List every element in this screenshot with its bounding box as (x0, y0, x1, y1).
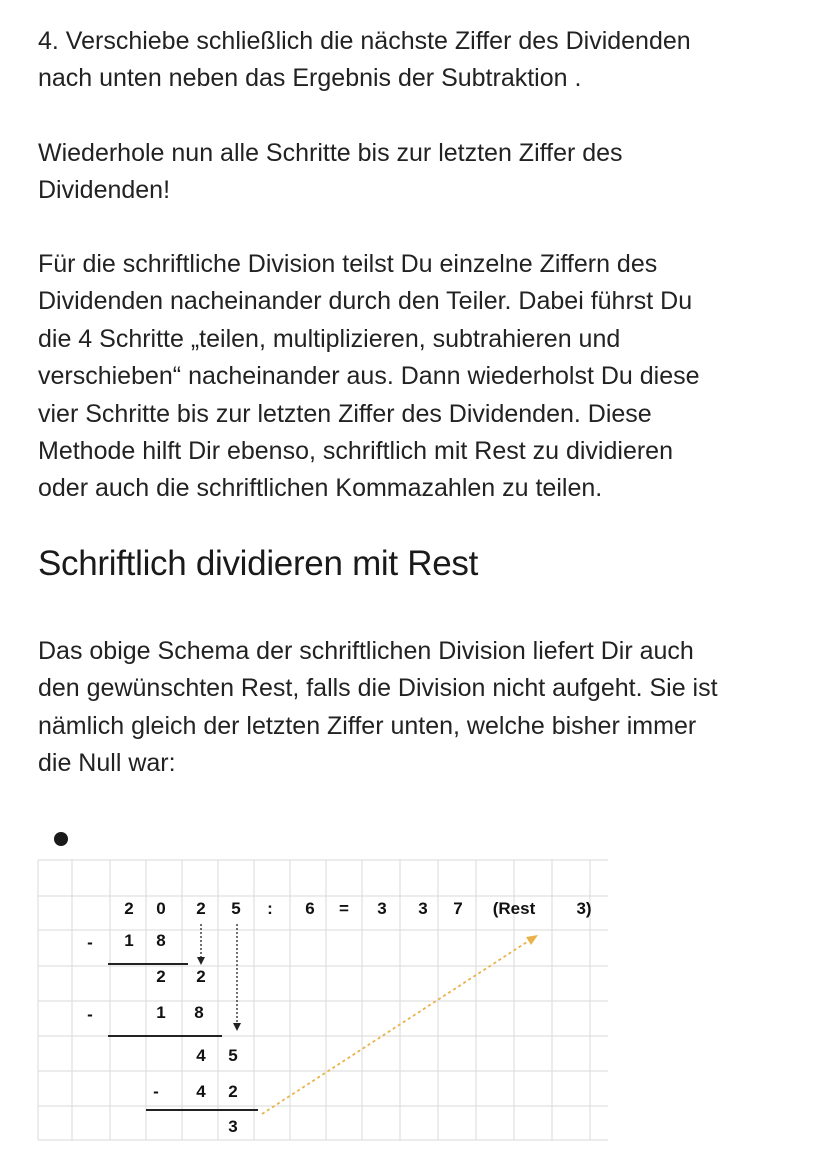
equals-sign: = (339, 899, 349, 918)
section-heading: Schriftlich dividieren mit Rest (38, 544, 479, 583)
digit: 2 (124, 899, 134, 918)
digit: 5 (231, 899, 241, 918)
digit: 2 (228, 1082, 238, 1101)
text-line: Methode hilft Dir ebenso, schriftlich mit Rest zu dividieren (38, 437, 673, 466)
text-line: Für die schriftliche Division teilst Du einzelne Ziffern des (38, 250, 658, 278)
digit: 2 (196, 967, 206, 986)
text-line: nämlich gleich der letzten Ziffer unten, welche bisher immer (38, 711, 697, 740)
division-sign: : (267, 899, 273, 918)
text-line: die Null war: (38, 749, 176, 778)
digit: 8 (194, 1003, 204, 1022)
rest-label: (Rest (492, 899, 536, 918)
digit: 4 (196, 1046, 206, 1065)
arrow-head (526, 935, 538, 945)
text-line: die 4 Schritte „teilen, multiplizieren, subtrahieren und (38, 324, 621, 353)
digit: 8 (156, 931, 166, 950)
digit: 1 (124, 931, 134, 950)
minus-sign: - (87, 1005, 93, 1024)
remainder-digit: 3 (228, 1117, 238, 1136)
minus-sign: - (87, 933, 93, 952)
digit: 7 (453, 899, 463, 918)
arrow-head (197, 957, 205, 965)
rest-value: 3) (576, 899, 592, 918)
text-line: Dividenden! (38, 176, 171, 205)
digit: 5 (228, 1046, 238, 1065)
text-line: vier Schritte bis zur letzten Ziffer des Dividenden. Diese (38, 399, 652, 428)
digit: 3 (377, 899, 387, 918)
digit: 4 (196, 1082, 206, 1101)
text-line: den gewünschten Rest, falls die Division nicht aufgeht. Sie ist (38, 674, 718, 703)
text-line: nach unten neben das Ergebnis der Subtraktion . (38, 64, 582, 93)
text-line: verschieben“ nacheinander aus. Dann wiederholst Du diese (38, 362, 700, 391)
text-line: oder auch die schriftlichen Kommazahlen zu teilen. (38, 474, 603, 503)
text-line: Das obige Schema der schriftlichen Division liefert Dir auch (38, 637, 694, 665)
text-line: 4. Verschiebe schließlich die nächste Ziffer des Dividenden (38, 27, 691, 55)
digit: 6 (305, 899, 315, 918)
minus-sign: - (153, 1082, 159, 1101)
digit: 1 (156, 1003, 166, 1022)
digit: 2 (156, 967, 166, 986)
digit: 3 (418, 899, 428, 918)
digit: 2 (196, 899, 206, 918)
text-line: Dividenden nacheinander durch den Teiler. Dabei führst Du (38, 287, 693, 316)
digit: 0 (156, 899, 166, 918)
text-line: Wiederhole nun alle Schritte bis zur letzten Ziffer des (38, 139, 623, 167)
arrow-head (233, 1023, 241, 1031)
